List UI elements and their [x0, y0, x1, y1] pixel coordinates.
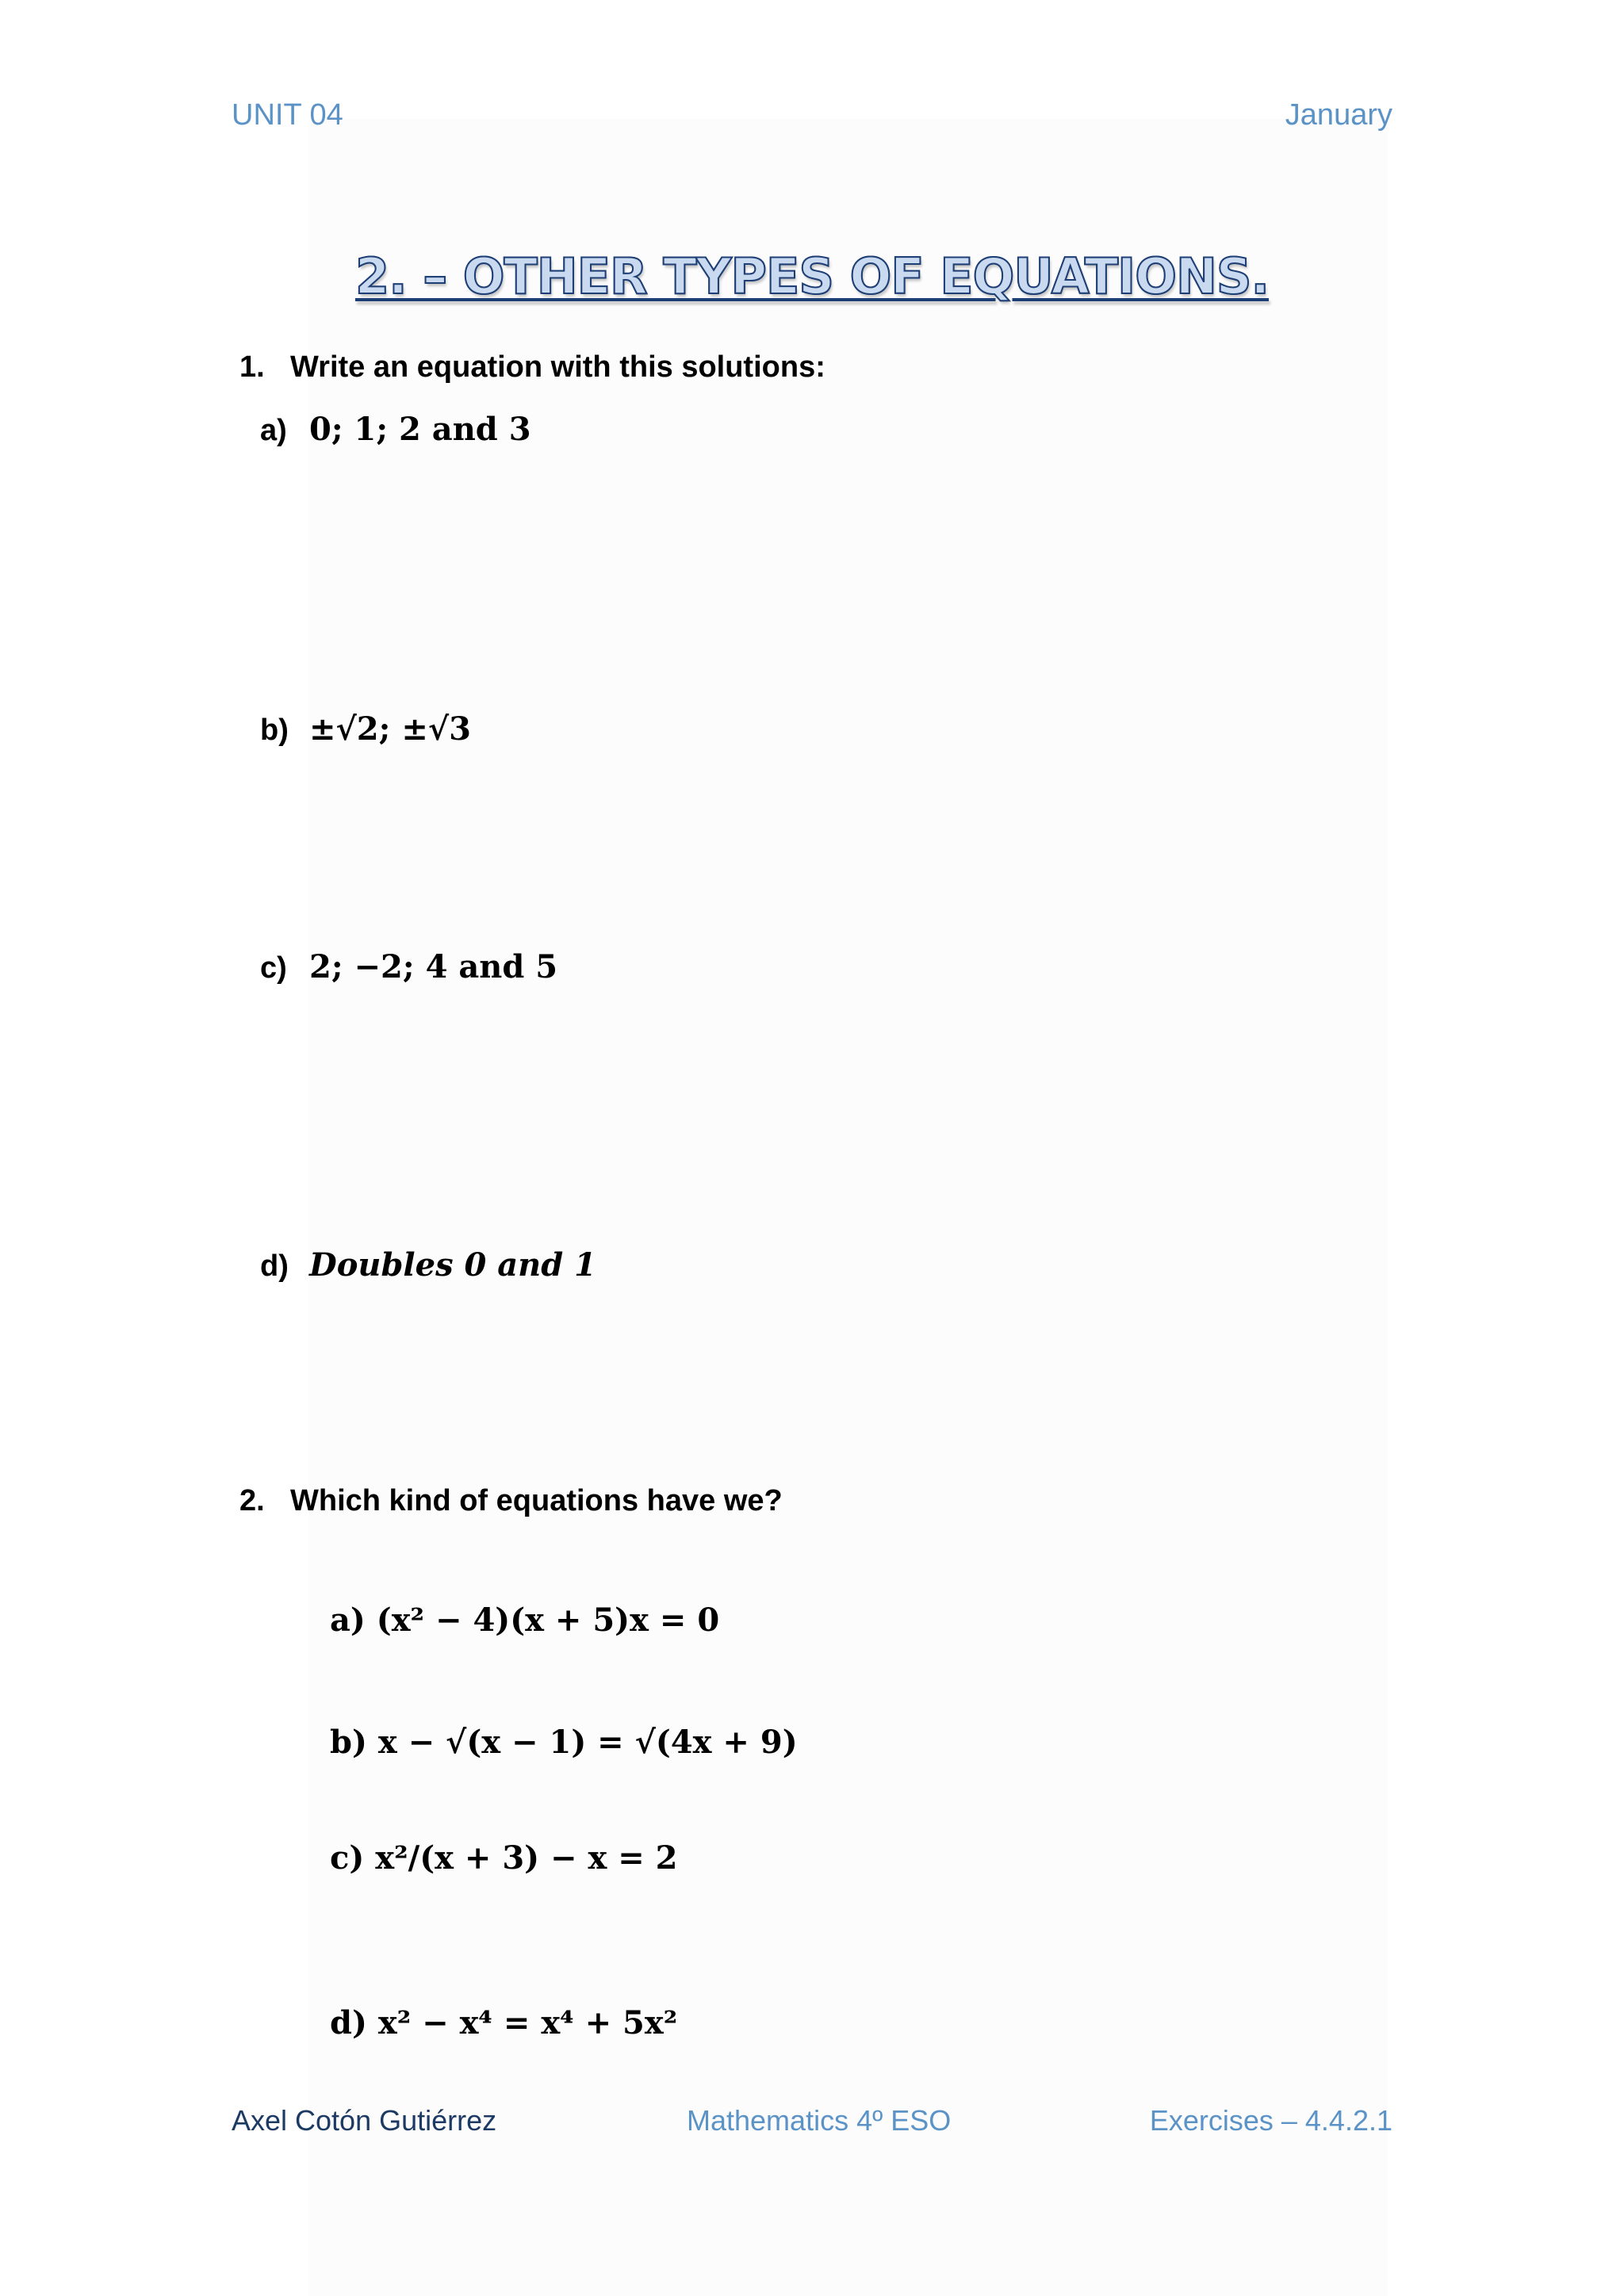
- equation-body: x² − x⁴ = x⁴ + 5x²: [377, 2004, 678, 2042]
- footer-author: Axel Cotón Gutiérrez: [232, 2104, 497, 2137]
- item-math: 0; 1; 2 and 3: [309, 411, 531, 448]
- item-math: Doubles 0 and 1: [309, 1246, 596, 1284]
- equation-text: d): [330, 2004, 367, 2042]
- page-title: [0, 247, 1624, 305]
- header-unit: UNIT 04: [232, 98, 343, 132]
- exercise-1-number: 1.: [239, 350, 265, 384]
- exercise-1-item-b: [260, 710, 471, 748]
- exercise-2-equation-d: [330, 2004, 677, 2042]
- item-math: 2; −2; 4 and 5: [309, 948, 558, 985]
- exercise-2-heading: [239, 1484, 783, 1518]
- equation-text: c): [330, 1839, 365, 1877]
- page-title-text: 2. – OTHER TYPES OF EQUATIONS.: [354, 247, 1270, 305]
- exercise-1-item-d: [260, 1246, 596, 1284]
- header-month: January: [1285, 98, 1392, 132]
- footer-course: Mathematics 4º ESO: [687, 2104, 952, 2137]
- exercise-1-prompt: Write an equation with this solutions:: [290, 350, 825, 384]
- item-label: d): [260, 1249, 289, 1283]
- exercise-1-heading: [239, 350, 825, 385]
- equation-text: a): [330, 1601, 366, 1639]
- equation-body: (x² − 4)(x + 5)x = 0: [376, 1601, 720, 1639]
- item-label: b): [260, 714, 289, 747]
- exercise-2-equation-c: [330, 1839, 678, 1877]
- footer-exercises: Exercises – 4.4.2.1: [1149, 2104, 1392, 2137]
- exercise-2-prompt: Which kind of equations have we?: [290, 1484, 783, 1517]
- exercise-2-equation-b: [330, 1724, 798, 1761]
- equation-body: x − √(x − 1) = √(4x + 9): [377, 1724, 798, 1761]
- exercise-2-equation-a: [330, 1601, 719, 1639]
- item-label: c): [260, 951, 287, 985]
- exercise-2-number: 2.: [239, 1484, 265, 1517]
- equation-body: x²/(x + 3) − x = 2: [375, 1839, 678, 1877]
- exercise-1-item-c: [260, 948, 557, 985]
- exercise-1-item-a: [260, 411, 531, 448]
- equation-text: b): [330, 1724, 367, 1761]
- item-math: ±√2; ±√3: [309, 710, 471, 748]
- item-label: a): [260, 414, 287, 447]
